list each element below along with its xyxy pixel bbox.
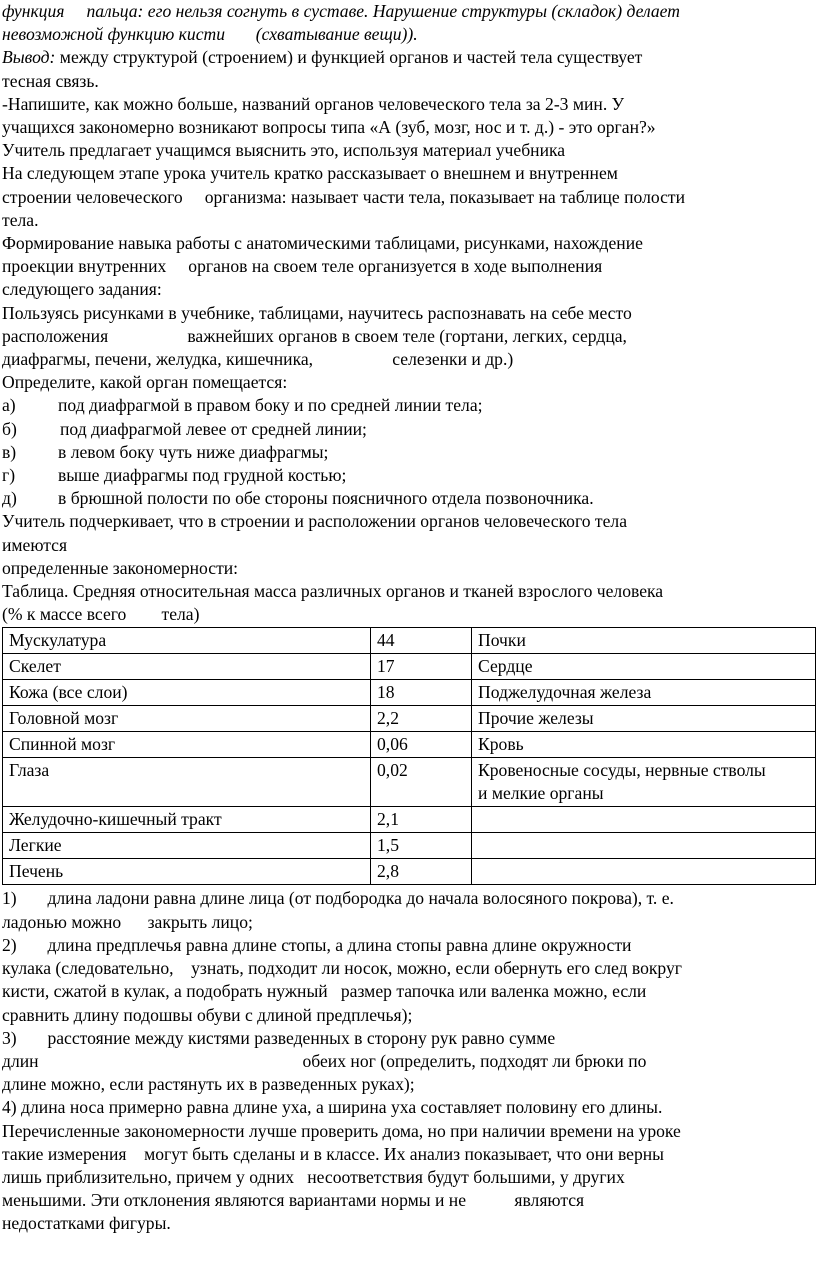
table-cell: Глаза	[3, 758, 371, 807]
table-cell: 18	[371, 680, 472, 706]
options-list	[2, 394, 816, 510]
table-cell: 0,06	[371, 732, 472, 758]
table-cell: Поджелудочная железа	[472, 680, 816, 706]
table-cell: 44	[371, 628, 472, 654]
conclusion-line-1	[2, 46, 816, 69]
skill-line-1: Формирование навыка работы с анатомическими таблицами, рисунками, нахождение	[2, 233, 643, 254]
list-item	[2, 441, 816, 464]
patterns-line-1: Учитель подчеркивает, что в строении и расположении органов человеческого тела	[2, 511, 628, 532]
table-row	[3, 654, 816, 680]
option-marker: б)	[2, 418, 17, 439]
patterns-line-3: определенные закономерности:	[2, 557, 239, 578]
rule-3-line-1: 3) расстояние между кистями разведенных в сторону рук равно сумме	[2, 1027, 556, 1048]
rule-3-line-2: длин обеих ног (определить, подходят ли брюки по	[2, 1050, 647, 1071]
rule-2-line-3: кисти, сжатой в кулак, а подобрать нужный размер тапочка или валенка можно, если	[2, 981, 647, 1002]
list-item	[2, 418, 816, 441]
table-cell	[472, 807, 816, 833]
option-marker: д)	[2, 488, 17, 509]
table-row	[3, 758, 816, 807]
table-cell: Сердце	[472, 654, 816, 680]
option-marker: в)	[2, 441, 17, 462]
closing-line-2: такие измерения могут быть сделаны и в классе. Их анализ показывает, что они верны	[2, 1143, 664, 1164]
patterns-line-2: имеются	[2, 534, 68, 555]
table-cell: Мускулатура	[3, 628, 371, 654]
option-text: в брюшной полости по обе стороны поясничного отдела позвоночника.	[58, 488, 594, 509]
option-text: под диафрагмой в правом боку и по средней линии тела;	[58, 395, 483, 416]
table-cell: Печень	[3, 859, 371, 885]
option-marker: г)	[2, 465, 16, 486]
table-cell	[472, 859, 816, 885]
table-caption-line-2: (% к массе всего тела)	[2, 604, 200, 625]
intro-line-1: функция пальца: его нельзя согнуть в суставе. Нарушение структуры (складок) делает	[2, 1, 680, 21]
task-write-line-1: -Напишите, как можно больше, названий органов человеческого тела за 2-3 мин. У	[2, 93, 625, 114]
table-cell: Прочие железы	[472, 706, 816, 732]
closing-line-5: недостатками фигуры.	[2, 1213, 171, 1234]
conclusion-line-2: тесная связь.	[2, 70, 99, 91]
closing-line-3: лишь приблизительно, причем у одних несоответствия будут большими, у других	[2, 1166, 625, 1187]
table-cell: 17	[371, 654, 472, 680]
rule-4-line-1: 4) длина носа примерно равна длине уха, а ширина уха составляет половину его длины.	[2, 1097, 663, 1118]
assignment-line-4: Определите, какой орган помещается:	[2, 372, 288, 393]
list-item	[2, 464, 816, 487]
assignment-line-2: расположения важнейших органов в своем теле (гортани, легких, сердца,	[2, 325, 627, 346]
closing-line-1: Перечисленные закономерности лучше проверить дома, но при наличии времени на уроке	[2, 1120, 681, 1141]
rule-1-line-1: 1) длина ладони равна длине лица (от подбородка до начала волосяного покрова), т. е.	[2, 888, 674, 909]
table-cell: 2,2	[371, 706, 472, 732]
table-cell: 2,8	[371, 859, 472, 885]
conclusion-text: между структурой (строением) и функцией органов и частей тела существует	[55, 47, 643, 68]
table-caption-line-1: Таблица. Средняя относительная масса различных органов и тканей взрослого человека	[2, 581, 664, 602]
rule-2-line-2: кулака (следовательно, узнать, подходит ли носок, можно, если обернуть его след вокруг	[2, 958, 683, 979]
rule-1-line-2: ладонью можно закрыть лицо;	[2, 911, 253, 932]
option-text: выше диафрагмы под грудной костью;	[58, 465, 347, 486]
table-cell: 2,1	[371, 807, 472, 833]
list-item	[2, 394, 816, 417]
task-write-line-3: Учитель предлагает учащимся выяснить это, используя материал учебника	[2, 140, 566, 161]
table-cell: Спинной мозг	[3, 732, 371, 758]
assignment-line-3: диафрагмы, печени, желудка, кишечника, селезенки и др.)	[2, 349, 514, 370]
table-cell: Почки	[472, 628, 816, 654]
assignment-line-1: Пользуясь рисунками в учебнике, таблицами, научитесь распознавать на себе место	[2, 302, 632, 323]
table-row	[3, 680, 816, 706]
table-row	[3, 807, 816, 833]
rule-2-line-4: сравнить длину подошвы обуви с длиной предплечья);	[2, 1004, 413, 1025]
table-cell: Скелет	[3, 654, 371, 680]
next-stage-line-2: строении человеческого организма: называет части тела, показывает на таблице полости	[2, 186, 686, 207]
table-row	[3, 628, 816, 654]
table-cell: 0,02	[371, 758, 472, 807]
table-row	[3, 732, 816, 758]
intro-line-2: невозможной функцию кисти (схватывание вещи)).	[2, 24, 418, 45]
table-cell: Кровь	[472, 732, 816, 758]
table-cell: Желудочно-кишечный тракт	[3, 807, 371, 833]
table-row	[3, 859, 816, 885]
next-stage-line-1: На следующем этапе урока учитель кратко рассказывает о внешнем и внутреннем	[2, 163, 618, 184]
option-marker: а)	[2, 395, 16, 416]
table-cell	[472, 833, 816, 859]
next-stage-line-3: тела.	[2, 209, 39, 230]
organ-mass-table	[2, 627, 816, 885]
conclusion-label: Вывод:	[2, 47, 56, 68]
closing-line-4: меньшими. Эти отклонения являются вариантами нормы и не являются	[2, 1190, 585, 1211]
table-cell: Кровеносные сосуды, нервные стволы и мелкие органы	[472, 758, 816, 807]
table-row	[3, 833, 816, 859]
table-cell: Кожа (все слои)	[3, 680, 371, 706]
skill-line-3: следующего задания:	[2, 279, 162, 300]
table-cell: Головной мозг	[3, 706, 371, 732]
table-cell: 1,5	[371, 833, 472, 859]
table-cell: Легкие	[3, 833, 371, 859]
table-row	[3, 706, 816, 732]
option-text: в левом боку чуть ниже диафрагмы;	[58, 441, 329, 462]
skill-line-2: проекции внутренних органов на своем теле организуется в ходе выполнения	[2, 256, 603, 277]
rule-3-line-3: длине можно, если растянуть их в разведенных руках);	[2, 1074, 415, 1095]
rule-2-line-1: 2) длина предплечья равна длине стопы, а длина стопы равна длине окружности	[2, 934, 632, 955]
option-text: под диафрагмой левее от средней линии;	[60, 418, 367, 439]
list-item	[2, 487, 816, 510]
task-write-line-2: учащихся закономерно возникают вопросы типа «А (зуб, мозг, нос и т. д.) - это орган?»	[2, 117, 656, 138]
